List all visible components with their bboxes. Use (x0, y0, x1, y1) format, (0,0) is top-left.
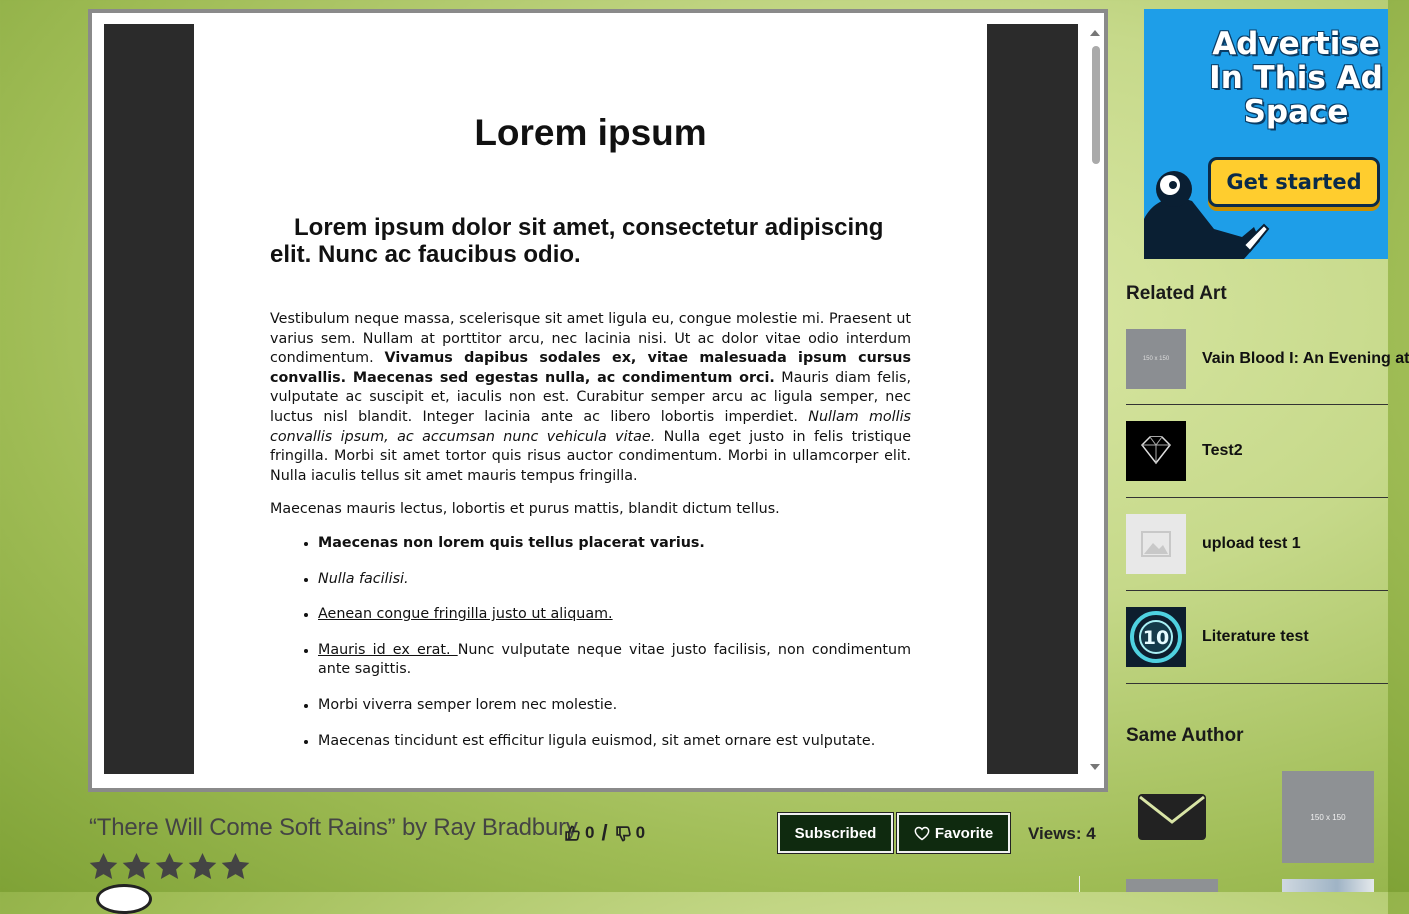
star-icon[interactable] (121, 851, 152, 882)
list-item-link[interactable]: Mauris id ex erat. (318, 641, 458, 658)
list-item-text: Maecenas non lorem quis tellus placerat varius. (318, 534, 705, 551)
favorite-button[interactable] (897, 813, 1010, 853)
vote-counter (564, 820, 645, 846)
star-icon[interactable] (88, 851, 119, 882)
document-paragraph: Maecenas mauris lectus, lobortis et purus mattis, blandit dictum tellus. (270, 501, 780, 518)
paragraph-text: Nulla eget justo in felis tristique fringilla. Morbi sit amet tortor quis risus auctor condimentum. Morbi in ullamcorper elit. Nulla iaculis tellus sit amet mauris tempus fringilla. (270, 428, 911, 484)
number-ten-thumbnail-icon[interactable] (1126, 607, 1186, 667)
heart-icon (914, 826, 930, 841)
dislikes-count: 0 (635, 823, 646, 842)
same-author-heading: Same Author (1126, 725, 1244, 746)
author-avatar[interactable] (96, 884, 152, 914)
scroll-down-arrow-icon[interactable] (1090, 764, 1100, 770)
viewer-scrollbar[interactable] (1087, 24, 1104, 774)
list-item-text: Nulla facilisi. (318, 570, 409, 587)
list-item (318, 696, 911, 716)
list-item (318, 732, 911, 752)
list-item-text: Morbi viverra semper lorem nec molestie. (318, 696, 618, 713)
artwork-title: “There Will Come Soft Rains” by Ray Bradbury (89, 814, 578, 841)
star-icon[interactable] (220, 851, 251, 882)
svg-text:10: 10 (1142, 627, 1170, 649)
document-paragraph (270, 310, 911, 486)
scrollbar-thumb[interactable] (1092, 46, 1100, 164)
related-art-item[interactable] (1126, 591, 1388, 684)
ad-get-started-button[interactable]: Get started (1208, 157, 1380, 207)
document-canvas (104, 24, 1078, 774)
envelope-icon[interactable] (1136, 792, 1208, 842)
ad-headline: Advertise In This Ad Space (1209, 26, 1383, 130)
favorite-button-label: Favorite (934, 824, 994, 842)
views-count: Views: 4 (1028, 824, 1096, 843)
placeholder-thumbnail[interactable]: 150 x 150 (1282, 771, 1374, 863)
subscribed-button-label: Subscribed (794, 824, 877, 842)
likes-count: 0 (585, 823, 595, 842)
subscribed-button[interactable] (778, 813, 893, 853)
related-art-label[interactable]: Literature test (1202, 628, 1309, 645)
scroll-up-arrow-icon[interactable] (1090, 30, 1100, 36)
vote-separator: / (601, 820, 608, 845)
divider (1079, 876, 1080, 892)
document-body (270, 310, 911, 767)
document-list (318, 534, 911, 751)
thumbs-down-icon[interactable] (615, 825, 632, 842)
document-viewer[interactable] (88, 9, 1108, 792)
related-art-list (1126, 321, 1409, 684)
related-art-heading: Related Art (1126, 283, 1227, 304)
list-item-link[interactable]: Aenean congue fringilla justo ut aliquam. (318, 606, 613, 623)
list-item-text: Nunc vulputate neque vitae justo facilisis, non condimentum ante sagittis. (318, 641, 911, 678)
image-placeholder-icon[interactable] (1126, 514, 1186, 574)
star-rating[interactable] (88, 851, 251, 882)
list-item (318, 641, 911, 680)
paragraph-text: Vestibulum neque massa, scelerisque sit amet ligula eu, congue molestie mi. Praesent ut varius sem. Nullam at porttitor arcu, nec lacinia nisi. Ut ac dolor vitae odio interdum condimentum. (270, 311, 911, 367)
paragraph-text: Mauris diam felis, vulputate ac suscipit et, iaculis non est. Curabitur semper arcu ac ligula semper, nec luctus nisl blandit. Integer lacinia ante ac libero lobortis imperdiet. (270, 369, 912, 425)
star-icon[interactable] (154, 851, 185, 882)
same-author-thumbnail[interactable] (1282, 879, 1374, 892)
paragraph-italic-text: Nullam mollis convallis ipsum, ac accumsan nunc vehicula vitae. (270, 408, 911, 445)
related-art-item[interactable] (1126, 321, 1409, 405)
document-subtitle: Lorem ipsum dolor sit amet, consectetur adipiscing elit. Nunc ac faucibus odio. (270, 214, 884, 268)
paragraph-bold-text: Vivamus dapibus sodales ex, vitae malesuada ipsum cursus convallis. Maecenas sed egestas nulla, ac condimentum orci. (270, 350, 911, 386)
related-art-item[interactable] (1126, 498, 1388, 591)
diamond-thumbnail-icon[interactable] (1126, 421, 1186, 481)
list-item (318, 605, 911, 625)
document-title: Lorem ipsum (474, 112, 707, 153)
star-icon[interactable] (187, 851, 218, 882)
related-art-item[interactable] (1126, 405, 1388, 498)
related-art-label[interactable]: Vain Blood I: An Evening at (1202, 350, 1409, 367)
placeholder-thumbnail[interactable]: 150 x 150 (1126, 329, 1186, 389)
related-art-label[interactable]: upload test 1 (1202, 535, 1301, 552)
ad-character-illustration-icon (1144, 159, 1274, 259)
same-author-thumbnail[interactable] (1126, 879, 1218, 892)
list-item (318, 570, 911, 590)
ad-banner[interactable] (1144, 9, 1388, 259)
list-item-text: Maecenas tincidunt est efficitur ligula euismod, sit amet ornare est vulputate. (318, 732, 876, 749)
related-art-label[interactable]: Test2 (1202, 442, 1243, 459)
list-item (318, 534, 911, 554)
thumbs-up-icon[interactable] (564, 825, 581, 842)
document-page (194, 24, 987, 774)
